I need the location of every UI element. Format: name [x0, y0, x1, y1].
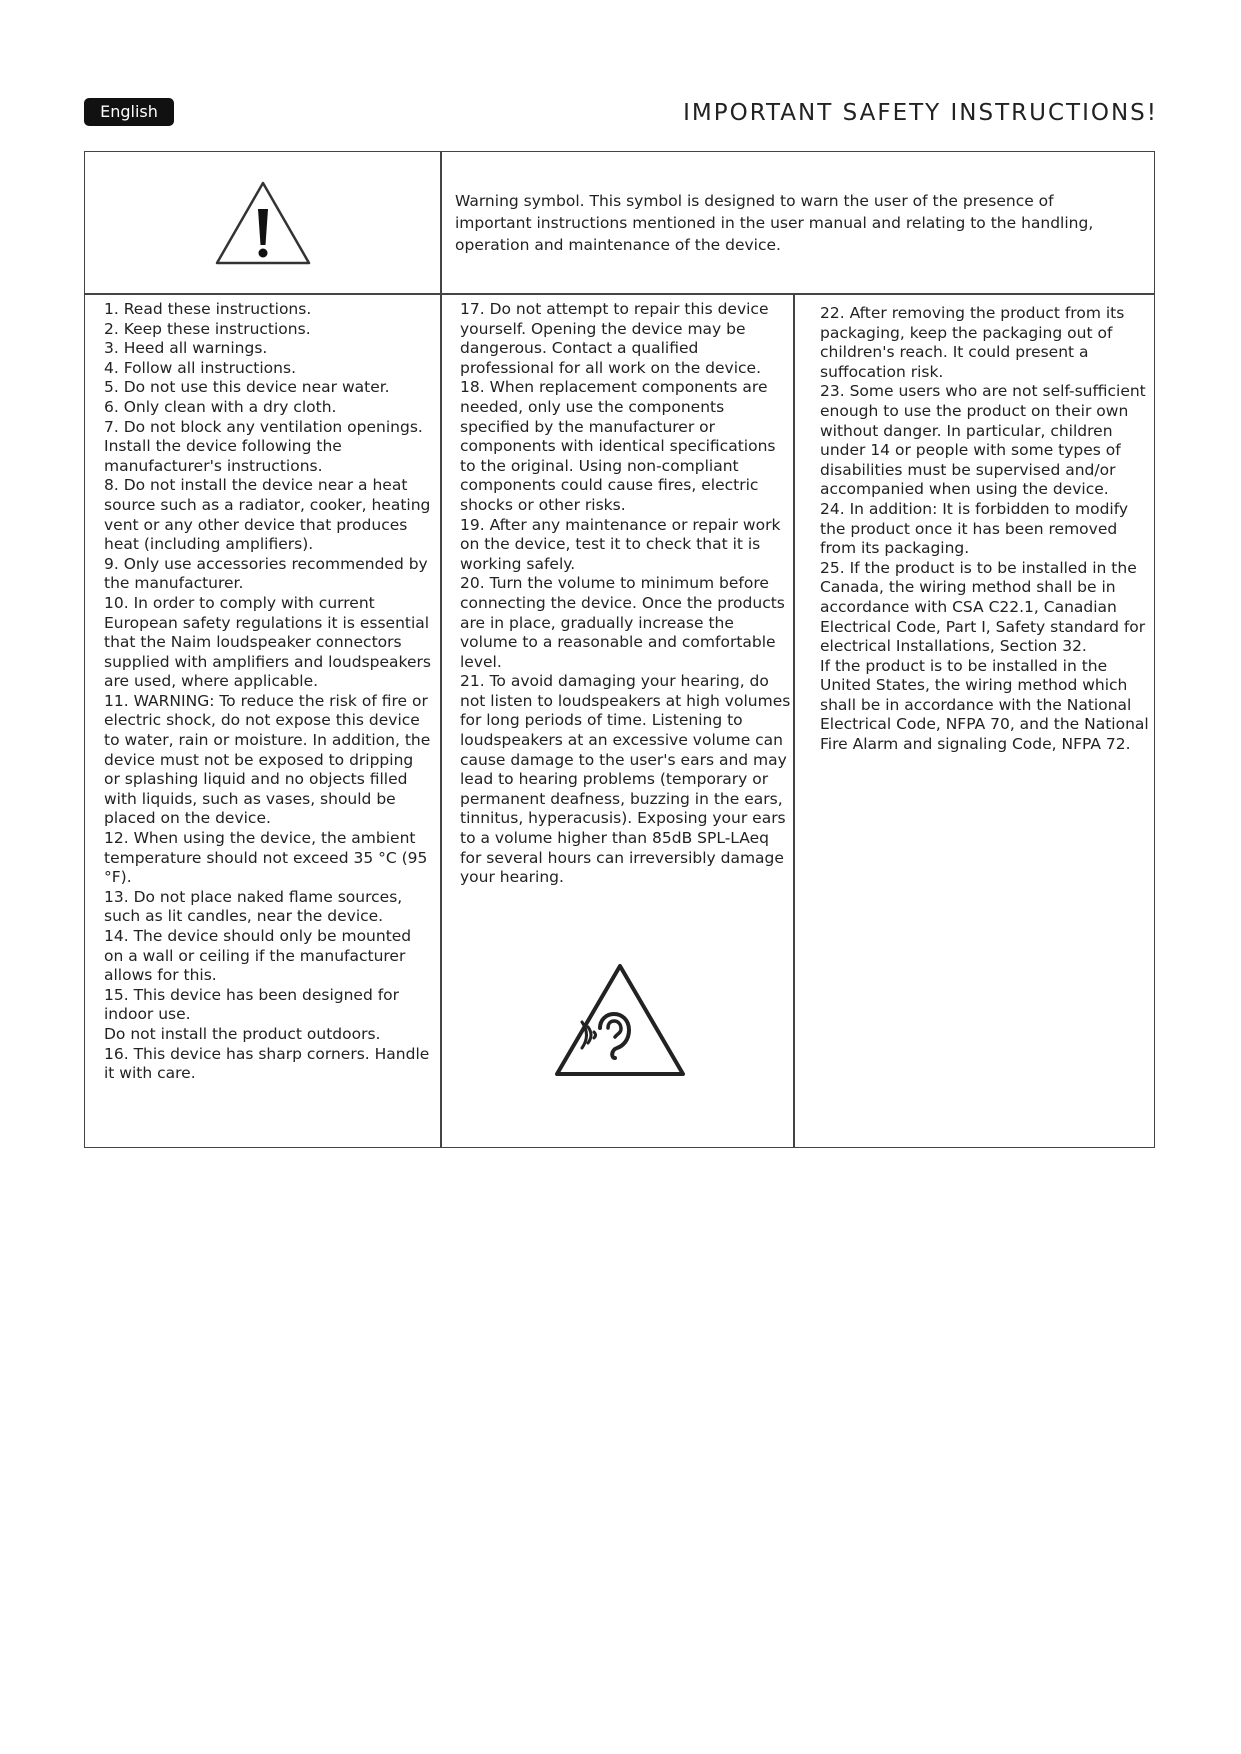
instruction-item: 11. WARNING: To reduce the risk of fire or electric shock, do not expose this device to water, rain or moisture. In addition, the device must not be exposed to dripping or splashing liquid and no objects filled with liquids, such as vases, should be placed on the device.	[104, 691, 431, 828]
instruction-item: 16. This device has sharp corners. Handle it with care.	[104, 1044, 430, 1083]
warning-symbol-description: Warning symbol. This symbol is designed to warn the user of the presence of important instructions mentioned in the user manual and relating to the handling, operation and maintenance of the device.	[455, 192, 1094, 254]
language-badge: English	[84, 98, 174, 126]
instruction-item: 2. Keep these instructions.	[104, 319, 311, 338]
instruction-item: 25. If the product is to be installed in the Canada, the wiring method shall be in accordance with CSA C22.1, Canadian Electrical Code, Part I, Safety standard for electrical Installations, Section 32. If the product is to be installed in the United States, the wiring method which shall be in accordance with the National Electrical Code, NFPA 70, and the National Fire Alarm and signaling Code, NFPA 72.	[820, 558, 1149, 754]
instruction-item: 18. When replacement components are needed, only use the components specified by the manufacturer or components with identical specifications to the original. Using non-compliant components could cause fires, electric shocks or other risks.	[460, 378, 776, 514]
instruction-item: 7. Do not block any ventilation openings. Install the device following the manufacturer's instructions.	[104, 417, 423, 475]
instruction-item: 15. This device has been designed for indoor use. Do not install the product outdoors.	[104, 985, 400, 1043]
instruction-item: 22. After removing the product from its packaging, keep the packaging out of children's reach. It could present a suffocation risk.	[820, 304, 1125, 381]
instruction-item: 3. Heed all warnings.	[104, 339, 268, 358]
instruction-item: 5. Do not use this device near water.	[104, 378, 390, 397]
instructions-column-3	[820, 304, 1150, 755]
instruction-item: 8. Do not install the device near a heat source such as a radiator, cooker, heating vent or any other device that produces heat (including amplifiers).	[104, 476, 431, 554]
warning-triangle-icon	[213, 179, 313, 267]
hearing-damage-icon	[553, 962, 687, 1078]
instruction-item: 20. Turn the volume to minimum before connecting the device. Once the products are in place, gradually increase the volume to a reasonable and comfortable level.	[460, 574, 785, 671]
instruction-item: 14. The device should only be mounted on a wall or ceiling if the manufacturer allows for this.	[104, 927, 412, 985]
instructions-column-2	[460, 300, 795, 888]
instruction-item: 13. Do not place naked flame sources, such as lit candles, near the device.	[104, 887, 403, 926]
instruction-item: 10. In order to comply with current European safety regulations it is essential that the Naim loudspeaker connectors supplied with amplifiers and loudspeakers are used, where applicable.	[104, 593, 431, 691]
instruction-item: 17. Do not attempt to repair this device yourself. Opening the device may be dangerous. Contact a qualified professional for all work on the device.	[460, 300, 769, 377]
instructions-column-1	[104, 300, 434, 1084]
instruction-item: 6. Only clean with a dry cloth.	[104, 397, 337, 416]
instruction-item: 21. To avoid damaging your hearing, do not listen to loudspeakers at high volumes for long periods of time. Listening to loudspeakers at an excessive volume can cause damage to the user's ears and may lead to hearing problems (temporary or permanent deafness, buzzing in the ears, tinnitus, hyperacusis). Exposing your ears to a volume higher than 85dB SPL-LAeq for several hours can irreversibly damage your hearing.	[460, 672, 791, 887]
instruction-item: 23. Some users who are not self-sufficient enough to use the product on their own without danger. In particular, children under 14 or people with some types of disabilities must be supervised and/or accompanied when using the device.	[820, 382, 1146, 499]
instruction-item: 12. When using the device, the ambient temperature should not exceed 35 °C (95 °F).	[104, 829, 428, 887]
table-divider-vertical	[440, 151, 442, 1148]
page-title: IMPORTANT SAFETY INSTRUCTIONS!	[683, 100, 1158, 126]
instruction-item: 9. Only use accessories recommended by the manufacturer.	[104, 554, 428, 593]
instruction-item: 19. After any maintenance or repair work on the device, test it to check that it is working safely.	[460, 515, 781, 573]
warning-icon-cell	[84, 151, 441, 295]
instruction-item: 4. Follow all instructions.	[104, 358, 296, 377]
instruction-item: 24. In addition: It is forbidden to modify the product once it has been removed from its packaging.	[820, 499, 1129, 558]
instruction-item: 1. Read these instructions.	[104, 300, 312, 318]
